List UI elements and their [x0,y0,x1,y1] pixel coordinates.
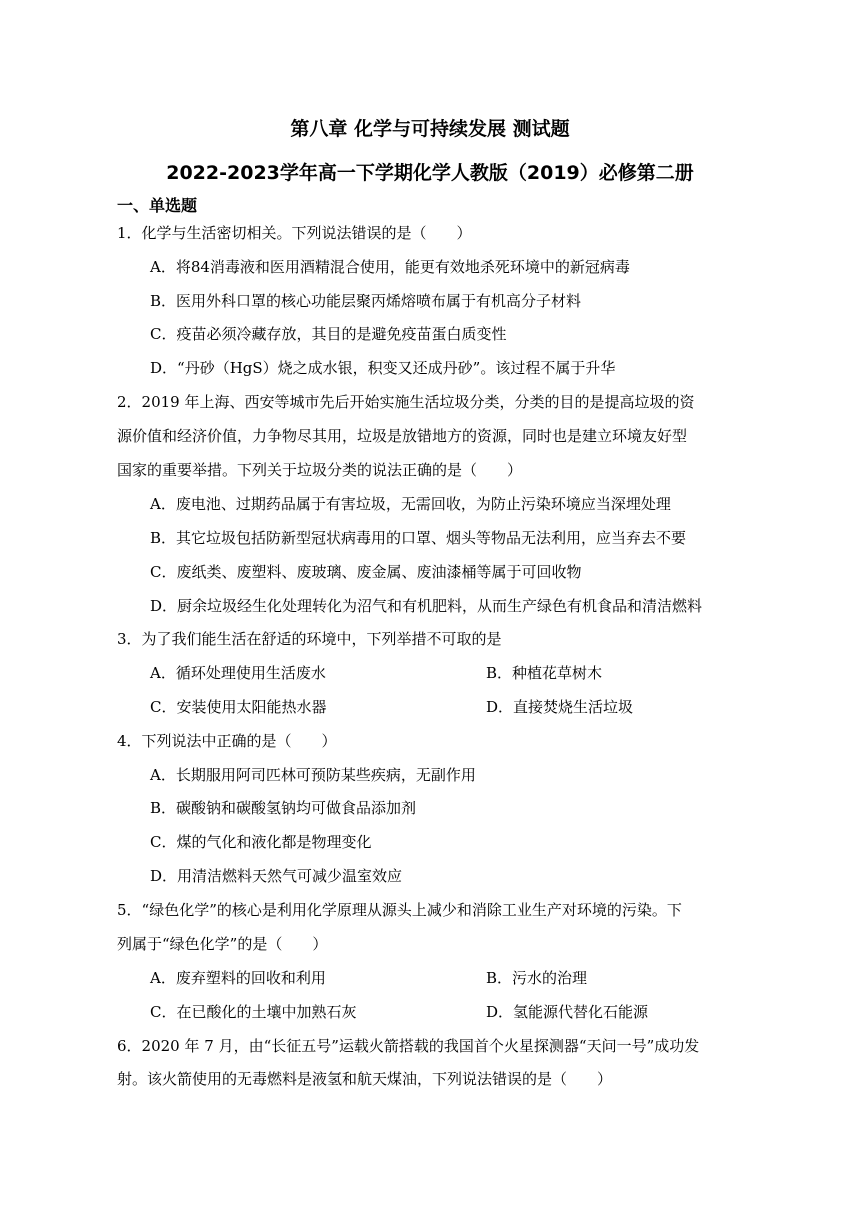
question-4-option-b: B．碳酸钠和碳酸氢钠均可做食品添加剂 [150,799,417,817]
question-4-option-d: D．用清洁燃料天然气可减少温室效应 [150,867,403,885]
question-3-option-a: A．循环处理使用生活废水 [150,664,326,682]
question-2-option-b: B．其它垃圾包括防新型冠状病毒用的口罩、烟头等物品无法利用，应当弃去不要 [150,529,687,547]
question-1-option-a: A．将84消毒液和医用酒精混合使用，能更有效地杀死环境中的新冠病毒 [150,258,630,276]
document-subtitle: 2022-2023学年高一下学期化学人教版（2019）必修第二册 [166,162,694,184]
question-5-stem-line-1: 5．“绿色化学”的核心是利用化学原理从源头上减少和消除工业生产对环境的污染。下 [117,901,682,919]
question-2-stem-line-2: 源价值和经济价值，力争物尽其用，垃圾是放错地方的资源，同时也是建立环境友好型 [117,427,688,445]
question-1-stem: 1．化学与生活密切相关。下列说法错误的是（ ） [117,224,472,242]
question-2-stem-line-3: 国家的重要举措。下列关于垃圾分类的说法正确的是（ ） [117,461,523,479]
question-3-option-d: D．直接焚烧生活垃圾 [486,698,634,716]
question-5-option-b: B．污水的治理 [486,969,588,987]
question-5-option-d: D．氢能源代替化石能源 [486,1003,649,1021]
question-4-stem: 4．下列说法中正确的是（ ） [117,732,337,750]
document-title: 第八章 化学与可持续发展 测试题 [290,118,570,140]
question-6-stem-line-2: 射。该火箭使用的无毒燃料是液氢和航天煤油，下列说法错误的是（ ） [117,1070,613,1088]
question-3-option-b: B．种植花草树木 [486,664,603,682]
question-5-option-a: A．废弃塑料的回收和利用 [150,969,326,987]
question-2-option-c: C．废纸类、废塑料、废玻璃、废金属、废油漆桶等属于可回收物 [150,563,582,581]
question-3-option-c: C．安装使用太阳能热水器 [150,698,327,716]
question-4-option-c: C．煤的气化和液化都是物理变化 [150,833,372,851]
section-heading: 一、单选题 [117,196,198,215]
question-1-option-d: D．“丹砂（HgS）烧之成水银，积变又还成丹砂”。该过程不属于升华 [150,359,616,377]
question-5-stem-line-2: 列属于“绿色化学”的是（ ） [117,935,328,953]
question-1-option-b: B．医用外科口罩的核心功能层聚丙烯熔喷布属于有机高分子材料 [150,292,582,310]
question-6-stem-line-1: 6．2020 年 7 月，由“长征五号”运载火箭搭载的我国首个火星探测器“天问一号”成功发 [117,1037,700,1055]
question-5-option-c: C．在已酸化的土壤中加熟石灰 [150,1003,357,1021]
question-2-option-a: A．废电池、过期药品属于有害垃圾，无需回收，为防止污染环境应当深埋处理 [150,495,671,513]
question-1-option-c: C．疫苗必须冷藏存放，其目的是避免疫苗蛋白质变性 [150,325,507,343]
question-4-option-a: A．长期服用阿司匹林可预防某些疾病，无副作用 [150,766,476,784]
question-2-stem-line-1: 2．2019 年上海、西安等城市先后开始实施生活垃圾分类，分类的目的是提高垃圾的资 [117,393,695,411]
question-2-option-d: D．厨余垃圾经生化处理转化为沼气和有机肥料，从而生产绿色有机食品和清洁燃料 [150,597,703,615]
question-3-stem: 3．为了我们能生活在舒适的环境中，下列举措不可取的是 [117,630,502,648]
